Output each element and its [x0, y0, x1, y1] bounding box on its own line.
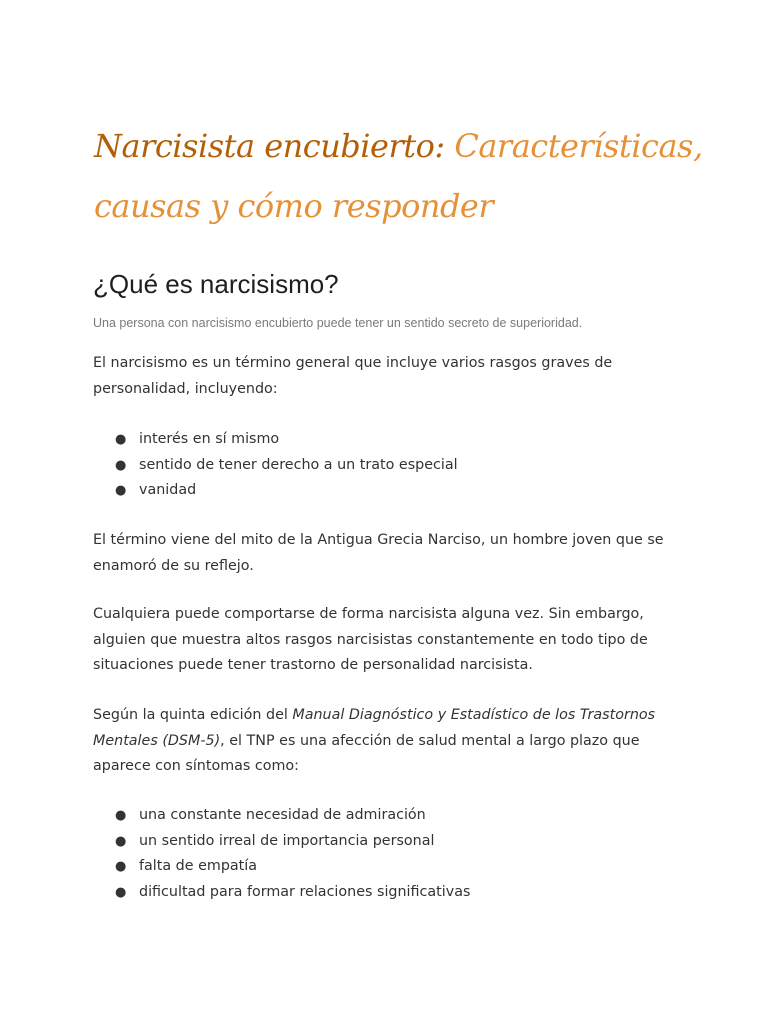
paragraph-4-suffix: , el TNP es una afección de salud mental a largo plazo que aparece con síntomas como:: [93, 732, 640, 774]
manual-title: Manual Diagnóstico y Estadístico de los Trastornos Mentales (DSM-5): [93, 707, 656, 749]
list-item: [93, 478, 683, 504]
list-item-text: un sentido irreal de importancia personal: [139, 832, 435, 849]
paragraph-1: El narcisismo es un término general que incluye varios rasgos graves de personalidad, incluyendo:: [93, 355, 613, 397]
bullet-icon: ●: [115, 457, 127, 473]
paragraph-2: El término viene del mito de la Antigua Grecia Narciso, un hombre joven que se enamoró de su reflejo.: [93, 532, 664, 574]
list-item: [93, 854, 683, 880]
list-item-text: sentido de tener derecho a un trato especial: [139, 456, 458, 473]
symptoms-list: [93, 803, 683, 905]
paragraph-4-prefix: Según la quinta edición del: [93, 707, 293, 723]
list-item-text: falta de empatía: [139, 858, 257, 874]
document-title: [94, 116, 714, 236]
section-heading: ¿Qué es narcisismo?: [93, 269, 339, 299]
paragraph-3: Cualquiera puede comportarse de forma narcisista alguna vez. Sin embargo, alguien que muestra altos rasgos narcisistas constantemente en todo tipo de situaciones puede tener trastorno de personalidad narcisista.: [93, 606, 648, 673]
list-item: [93, 427, 683, 453]
bullet-icon: ●: [115, 483, 127, 498]
list-item-text: interés en sí mismo: [139, 431, 280, 447]
list-item: [93, 803, 683, 829]
paragraph-4: [93, 703, 683, 780]
title-part-1: Narcisista encubierto:: [94, 127, 455, 165]
list-item-text: una constante necesidad de admiración: [139, 807, 426, 823]
bullet-icon: ●: [115, 859, 127, 874]
bullet-icon: ●: [115, 833, 127, 849]
list-item: [93, 453, 683, 479]
list-item: [93, 880, 683, 906]
bullet-icon: ●: [115, 884, 127, 900]
bullet-icon: ●: [115, 808, 127, 823]
traits-list: [93, 427, 683, 504]
image-caption: Una persona con narcisismo encubierto puede tener un sentido secreto de superioridad.: [93, 316, 583, 330]
list-item-text: dificultad para formar relaciones significativas: [139, 883, 471, 900]
bullet-icon: ●: [115, 432, 127, 447]
list-item-text: vanidad: [139, 482, 197, 498]
title-part-2: Características, causas y cómo responder: [94, 127, 703, 225]
list-item: [93, 829, 683, 855]
